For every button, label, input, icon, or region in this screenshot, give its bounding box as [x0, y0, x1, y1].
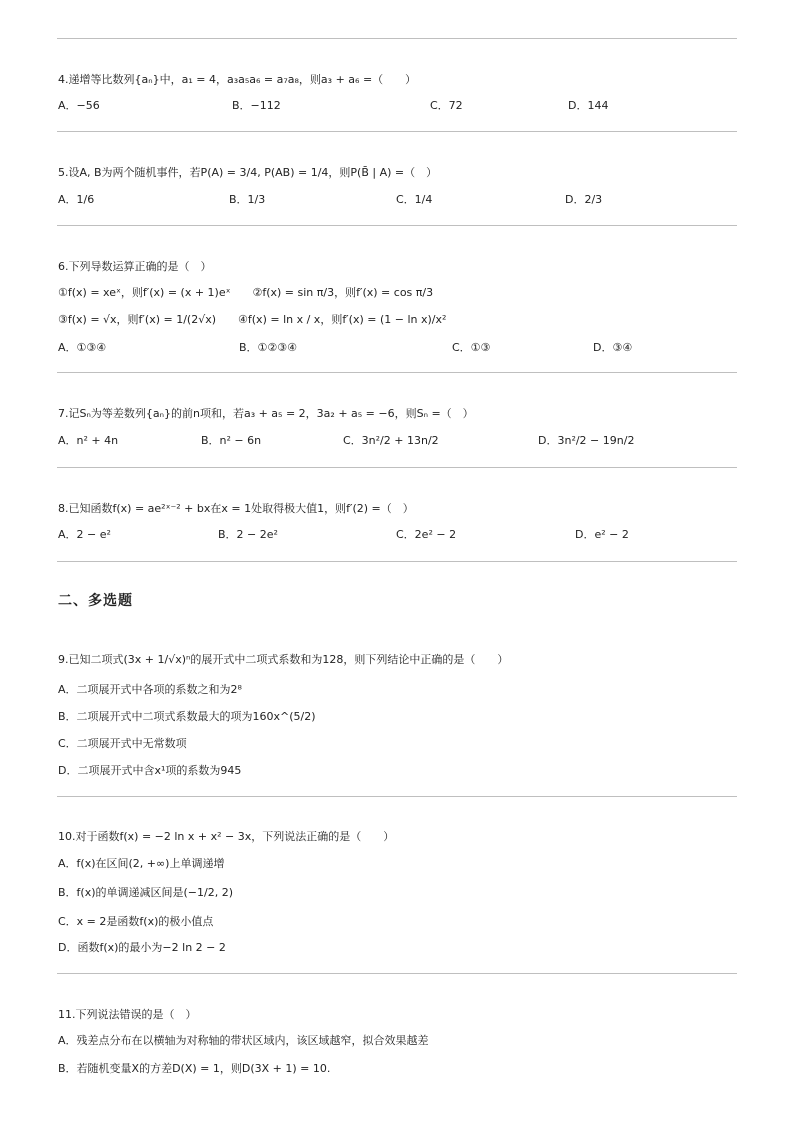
section-heading: 二、多选题: [58, 593, 133, 609]
q7-option-c: C．3n²/2 + 13n/2: [343, 434, 439, 447]
q9-option-c: C．二项展开式中无常数项: [58, 737, 187, 750]
separator: [57, 561, 737, 562]
separator: [57, 796, 737, 797]
q11-option-b: B．若随机变量X的方差D(X) = 1，则D(3X + 1) = 10.: [58, 1062, 331, 1075]
q9-option-d: D．二项展开式中含x¹项的系数为945: [58, 764, 242, 777]
separator: [57, 131, 737, 132]
q9-stem: 9.已知二项式(3x + 1/√x)ⁿ的展开式中二项式系数和为128，则下列结论中正确的是（ ）: [58, 653, 509, 666]
q4-option-b: B．−112: [232, 99, 281, 112]
q11-stem: 11.下列说法错误的是（ ）: [58, 1008, 197, 1021]
separator: [57, 973, 737, 974]
q6-option-a: A．①③④: [58, 341, 107, 354]
q4-stem: 4.递增等比数列{aₙ}中，a₁ = 4，a₃a₅a₆ = a₇a₈，则a₃ + a₆ =（ ）: [58, 73, 417, 86]
q8-stem: 8.已知函数f(x) = ae²ˣ⁻² + bx在x = 1处取得极大值1，则f′(2) =（ ）: [58, 502, 414, 515]
q8-option-c: C．2e² − 2: [396, 528, 457, 541]
q7-option-d: D．3n²/2 − 19n/2: [538, 434, 635, 447]
q5-option-b: B．1/3: [229, 193, 266, 206]
separator: [57, 225, 737, 226]
q6-stem: 6.下列导数运算正确的是（ ）: [58, 260, 212, 273]
q9-option-b: B．二项展开式中二项式系数最大的项为160x^(5/2): [58, 710, 316, 723]
q8-option-d: D．e² − 2: [575, 528, 629, 541]
q4-option-c: C．72: [430, 99, 463, 112]
q11-option-a: A．残差点分布在以横轴为对称轴的带状区域内，该区域越窄，拟合效果越差: [58, 1034, 429, 1047]
q5-option-d: D．2/3: [565, 193, 603, 206]
q7-option-b: B．n² − 6n: [201, 434, 262, 447]
q5-option-a: A．1/6: [58, 193, 95, 206]
q8-option-a: A．2 − e²: [58, 528, 111, 541]
q4-option-d: D．144: [568, 99, 609, 112]
q10-option-d: D．函数f(x)的最小为−2 ln 2 − 2: [58, 941, 226, 954]
q10-stem: 10.对于函数f(x) = −2 ln x + x² − 3x，下列说法正确的是（ ）: [58, 830, 395, 843]
q6-option-c: C．①③: [452, 341, 491, 354]
q9-option-a: A．二项展开式中各项的系数之和为2⁸: [58, 683, 242, 696]
q10-option-a: A．f(x)在区间(2, +∞)上单调递增: [58, 857, 225, 870]
q6-option-b: B．①②③④: [239, 341, 297, 354]
q5-stem: 5.设A, B为两个随机事件，若P(A) = 3/4, P(AB) = 1/4，则P(B̄ | A) =（ ）: [58, 166, 438, 179]
q6-statements-line2: ③f(x) = √x，则f′(x) = 1/(2√x) ④f(x) = ln x / x，则f′(x) = (1 − ln x)/x²: [58, 313, 447, 326]
separator: [57, 38, 737, 39]
q4-option-a: A．−56: [58, 99, 100, 112]
q10-option-b: B．f(x)的单调递减区间是(−1/2, 2): [58, 886, 234, 899]
q10-option-c: C．x = 2是函数f(x)的极小值点: [58, 915, 214, 928]
q8-option-b: B．2 − 2e²: [218, 528, 278, 541]
separator: [57, 467, 737, 468]
separator: [57, 372, 737, 373]
q6-option-d: D．③④: [593, 341, 633, 354]
q7-stem: 7.记Sₙ为等差数列{aₙ}的前n项和，若a₃ + a₅ = 2，3a₂ + a₅ = −6，则Sₙ =（ ）: [58, 407, 474, 420]
q7-option-a: A．n² + 4n: [58, 434, 119, 447]
q5-option-c: C．1/4: [396, 193, 433, 206]
q6-statements-line1: ①f(x) = xeˣ，则f′(x) = (x + 1)eˣ ②f(x) = sin π/3，则f′(x) = cos π/3: [58, 286, 434, 299]
